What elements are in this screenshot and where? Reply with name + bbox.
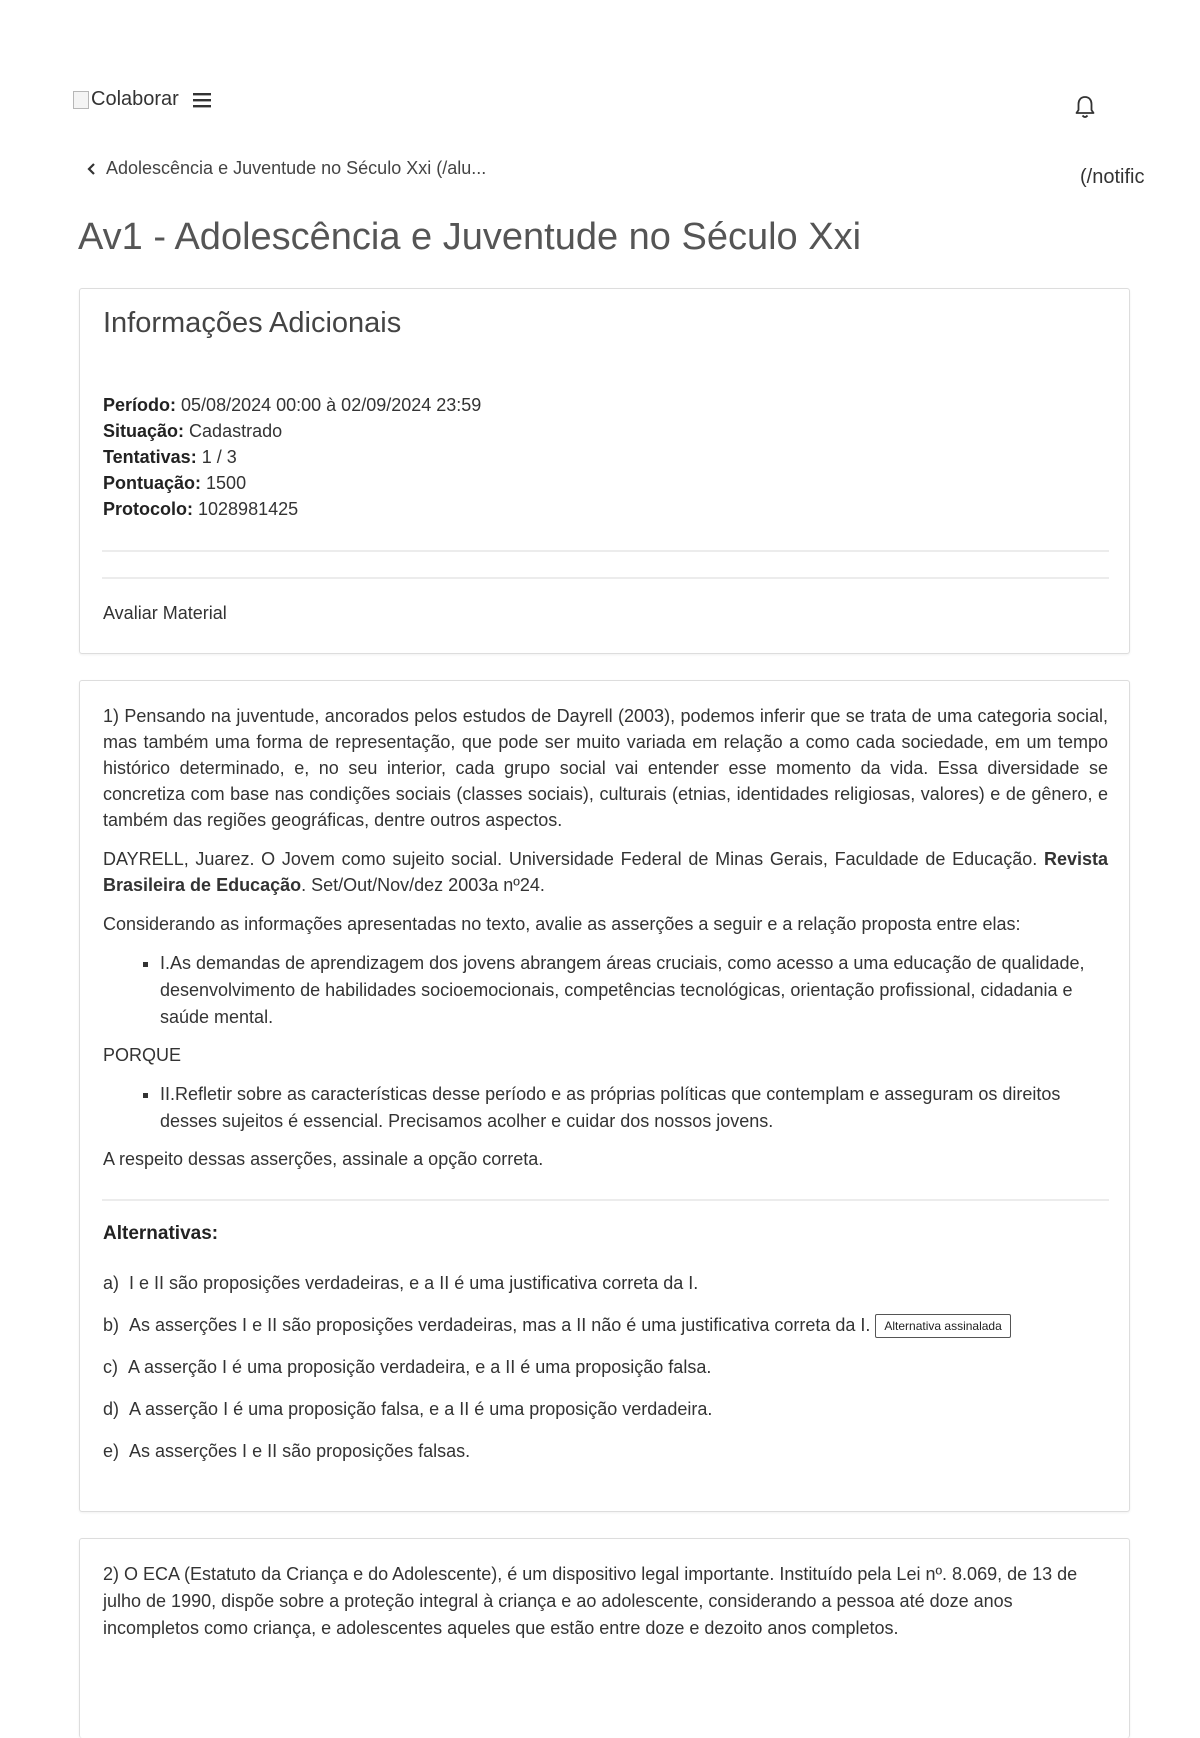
porque-label: PORQUE [103,1045,182,1065]
notification-link[interactable]: (/notific [1080,166,1145,188]
info-protocolo: Protocolo: 1028981425 [103,499,299,519]
assertion-item: ▪ I.As demandas de aprendizagem dos jovens abrangem áreas cruciais, como acesso a uma educação de qualidade, desenvolvimento de habilidades socioemocionais, competências tecnológicas, orientação profissional, cidadania e saúde mental. [160,950,1108,1031]
alternatives-title: Alternativas: [103,1223,219,1244]
info-card-title: Informações Adicionais [103,307,402,339]
question-statement: 2) O ECA (Estatuto da Criança e do Adolescente), é um dispositivo legal importante. Instituído pela Lei nº. 8.069, de 13 de julho de 1990, dispõe sobre a proteção integral à criança e ao adolescente, considerando a pessoa até doze anos incompletos como criança, e adolescentes aqueles que estão entre doze e dezoito anos completos. [103,1564,1078,1638]
question-card-1 [79,680,1130,1512]
page-title: Av1 - Adolescência e Juventude no Século Xxi [78,216,862,258]
alternative-c[interactable]: c) A asserção I é uma proposição verdadeira, e a II é uma proposição falsa. [103,1357,712,1377]
logo[interactable] [73,88,179,111]
logo-alt-text: Colaborar [91,88,179,110]
alternative-d[interactable]: d) A asserção I é uma proposição falsa, e a II é uma proposição verdadeira. [103,1399,713,1419]
broken-image-icon [73,91,89,109]
alternative-b[interactable]: b) As asserções I e II são proposições verdadeiras, mas a II não é uma justificativa correta da I. Alternativa assinalada [103,1315,1011,1357]
question-statement: 1) Pensando na juventude, ancorados pelos estudos de Dayrell (2003), podemos inferir que se trata de uma categoria social, mas também uma forma de representação, que pode ser muito variada em relação a como cada sociedade, em um tempo histórico determinado, e, no seu interior, cada grupo social vai entender esse momento da vida. Essa diversidade se concretiza com base nas condições sociais (classes sociais), culturais (etnias, identidades religiosas, valores) e de gênero, e também das regiões geográficas, dentre outros aspectos. [103,706,1108,830]
alternatives-list [103,1273,1011,1483]
selected-alternative-badge: Alternativa assinalada [875,1314,1010,1338]
back-link-label: Adolescência e Juventude no Século Xxi (/alu... [106,158,487,178]
reference: DAYRELL, Juarez. O Jovem como sujeito social. Universidade Federal de Minas Gerais, Faculdade de Educação. Revista Brasileira de Educação. Set/Out/Nov/dez 2003a nº24. [103,849,1108,895]
chevron-left-icon [86,162,98,176]
divider [102,577,1109,579]
divider [102,550,1109,552]
info-list [103,392,481,522]
info-card [79,288,1130,654]
bell-icon[interactable] [1073,94,1097,120]
question-text [103,703,1108,1185]
back-link[interactable] [86,158,486,179]
assertion-list-1 [103,950,1108,1031]
hamburger-menu-icon[interactable] [193,92,213,108]
info-tentativas: Tentativas: 1 / 3 [103,447,237,467]
question-card-2 [79,1538,1130,1738]
instruction: Considerando as informações apresentadas no texto, avalie as asserções a seguir e a relação proposta entre elas: [103,914,1021,934]
question-prompt: A respeito dessas asserções, assinale a opção correta. [103,1149,544,1169]
assertion-item: ▪ II.Refletir sobre as características desse período e as próprias políticas que contemplam e asseguram os direitos desses sujeitos é essencial. Precisamos acolher e cuidar dos nossos jovens. [160,1081,1108,1135]
info-pontuacao: Pontuação: 1500 [103,473,247,493]
alternative-e[interactable]: e) As asserções I e II são proposições falsas. [103,1441,471,1461]
info-situacao: Situação: Cadastrado [103,421,283,441]
top-bar [73,88,213,111]
info-periodo: Período: 05/08/2024 00:00 à 02/09/2024 23:59 [103,395,482,415]
divider [102,1199,1109,1201]
assertion-list-2 [103,1081,1108,1135]
rate-material-link[interactable]: Avaliar Material [103,603,227,623]
alternative-a[interactable]: a) I e II são proposições verdadeiras, e a II é uma justificativa correta da I. [103,1273,699,1293]
